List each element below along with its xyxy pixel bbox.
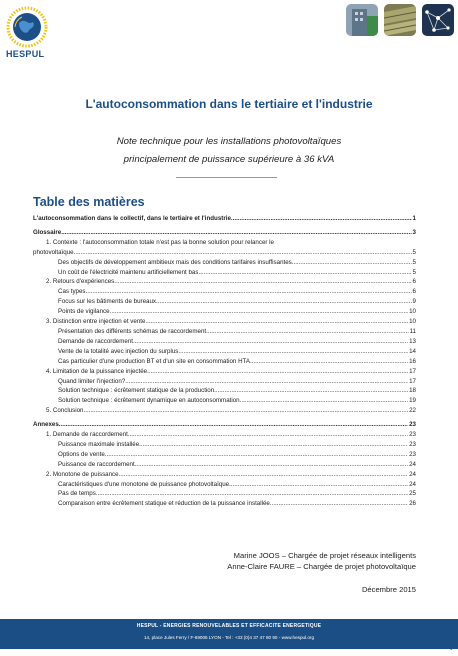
- toc-entry-text[interactable]: 1. Contexte : l'autoconsommation totale n'est pas la bonne solution pour relancer le: [46, 238, 275, 246]
- toc-leader-dots: [178, 347, 408, 357]
- toc-entry-title: 5. Conclusion: [46, 407, 84, 415]
- toc-leader-dots: [145, 317, 408, 327]
- toc-entry-title: Glossaire: [33, 228, 62, 236]
- toc-entry-page: 11: [409, 327, 416, 335]
- toc-leader-dots: [270, 499, 408, 509]
- toc-entry[interactable]: [33, 228, 416, 238]
- document-subtitle: [0, 133, 458, 169]
- toc-leader-dots: [206, 327, 408, 337]
- toc-entry[interactable]: [33, 499, 416, 509]
- toc-entry-page: 10: [409, 318, 416, 326]
- toc-entry-page: 5: [412, 268, 416, 276]
- toc-entry-page: 23: [409, 431, 416, 439]
- toc-leader-dots: [135, 460, 408, 470]
- footer-tagline: HESPUL - ENERGIES RENOUVELABLES ET EFFICACITE ENERGETIQUE: [136, 623, 322, 629]
- logo-wordmark: HESPUL: [6, 49, 45, 59]
- toc-leader-dots: [125, 377, 408, 387]
- toc-heading: Table des matières: [33, 195, 145, 209]
- toc-entry-title: Un coût de l'électricité maintenu artificiellement bas: [58, 268, 199, 276]
- toc-leader-dots: [250, 357, 408, 367]
- toc-leader-dots: [229, 480, 408, 490]
- building-photo-icon: [346, 4, 378, 36]
- toc-entry[interactable]: [33, 440, 416, 450]
- authors: [227, 550, 416, 572]
- toc-entry-title: Solution technique : écrêtement statique de la production: [58, 387, 215, 395]
- toc-entry[interactable]: [33, 470, 416, 480]
- footer-address: 14, place Jules Ferry / F-69006 LYON - Tel : +33 (0)4 37 47 80 90 - www.hespul.org: [143, 635, 314, 640]
- toc-entry-page: 5: [412, 248, 416, 256]
- toc-entry-page: 9: [412, 298, 416, 306]
- toc-entry-title: 2. Monotone de puissance: [46, 470, 119, 478]
- subtitle-line-1: Note technique pour les installations photovoltaïques: [116, 136, 342, 147]
- toc-leader-dots: [84, 406, 409, 416]
- toc-leader-dots: [240, 396, 408, 406]
- toc-entry-title: Puissance de raccordement: [58, 460, 135, 468]
- toc-entry[interactable]: [33, 460, 416, 470]
- toc-entry-title: Cas types: [58, 288, 86, 296]
- toc-leader-dots: [105, 450, 408, 460]
- document-title: L'autoconsommation dans le tertiaire et l'industrie: [85, 97, 373, 111]
- toc-entry[interactable]: [33, 430, 416, 440]
- toc-entry[interactable]: [33, 377, 416, 387]
- toc-entry-title: Pas de temps: [58, 490, 96, 498]
- toc-entry-page: 6: [412, 278, 416, 286]
- network-graphic-icon: [422, 4, 454, 36]
- title-separator: [176, 177, 277, 178]
- toc-leader-dots: [110, 307, 409, 317]
- toc-entry[interactable]: [33, 327, 416, 337]
- toc-entry[interactable]: [33, 367, 416, 377]
- toc-leader-dots: [292, 258, 412, 268]
- toc-entry-title: Présentation des différents schémas de raccordement: [58, 327, 207, 335]
- toc-entry-title: L'autoconsommation dans le collectif, dans le tertiaire et l'industrie: [33, 215, 231, 222]
- toc-entry-title: Caractéristiques d'une monotone de puissance photovoltaïque: [58, 480, 230, 488]
- toc-entry-page: 19: [409, 397, 416, 405]
- toc-entry-title: Annexes: [33, 421, 59, 429]
- toc-entry[interactable]: [33, 297, 416, 307]
- toc-leader-dots: [96, 489, 408, 499]
- toc-leader-dots: [156, 297, 412, 307]
- toc-entry-page: 24: [409, 480, 416, 488]
- toc-entry-page: 25: [409, 490, 416, 498]
- toc-entry-page: 23: [409, 440, 416, 448]
- toc-entry-title: Quand limiter l'injection?: [58, 377, 126, 385]
- toc-entry-title: Solution technique : écrêtement dynamique en autoconsommation: [58, 397, 240, 405]
- toc-leader-dots: [119, 470, 409, 480]
- toc-entry[interactable]: [33, 214, 416, 224]
- author-line: Marine JOOS – Chargée de projet réseaux intelligents: [233, 551, 416, 560]
- toc-entry-title: Demande de raccordement: [58, 337, 133, 345]
- toc-entry-page: 1: [412, 215, 416, 222]
- toc-entry-page: 23: [409, 450, 416, 458]
- toc-entry-page: 18: [409, 387, 416, 395]
- toc-leader-dots: [128, 430, 408, 440]
- toc-entry-title: photovoltaïque: [33, 248, 74, 256]
- page-number: -1-: [448, 646, 454, 651]
- toc-entry[interactable]: [33, 307, 416, 317]
- toc-entry[interactable]: [33, 480, 416, 490]
- toc-leader-dots: [147, 367, 408, 377]
- toc-entry-page: 10: [409, 308, 416, 316]
- toc-entry-page: 17: [409, 377, 416, 385]
- toc-entry-title: 3. Distinction entre injection et vente: [46, 318, 146, 326]
- toc-entry-title: Des objectifs de développement ambitieux mais des conditions tarifaires insuffisantes: [58, 258, 292, 266]
- subtitle-line-2: principalement de puissance supérieure à 36 kVA: [123, 154, 335, 165]
- toc-entry-title: Puissance maximale installée: [58, 440, 140, 448]
- toc-entry[interactable]: [33, 396, 416, 406]
- toc-entry[interactable]: [33, 489, 416, 499]
- toc-entry-page: 26: [409, 500, 416, 508]
- table-of-contents: [33, 214, 416, 509]
- toc-entry[interactable]: [33, 248, 416, 258]
- toc-entry-page: 23: [409, 421, 416, 429]
- toc-entry-page: 6: [412, 288, 416, 296]
- toc-entry[interactable]: [33, 386, 416, 396]
- toc-entry[interactable]: [33, 337, 416, 347]
- toc-entry[interactable]: [33, 347, 416, 357]
- toc-entry-page: 16: [409, 357, 416, 365]
- toc-leader-dots: [74, 248, 412, 258]
- toc-entry[interactable]: [33, 277, 416, 287]
- toc-entry[interactable]: [33, 317, 416, 327]
- toc-leader-dots: [61, 228, 411, 238]
- toc-leader-dots: [198, 268, 411, 278]
- toc-leader-dots: [139, 440, 408, 450]
- toc-entry-title: Points de vigilance: [58, 308, 110, 316]
- toc-entry-title: Cas particulier d'une production BT et d'un site en consommation HTA: [58, 357, 250, 365]
- header-thumbnails: [346, 4, 454, 36]
- toc-entry-page: 17: [409, 367, 416, 375]
- toc-leader-dots: [214, 386, 408, 396]
- toc-entry[interactable]: [33, 406, 416, 416]
- toc-entry[interactable]: [33, 268, 416, 278]
- toc-entry[interactable]: [33, 258, 416, 268]
- toc-entry-page: 22: [409, 407, 416, 415]
- toc-leader-dots: [114, 277, 411, 287]
- toc-entry-title: 4. Limitation de la puissance injectée: [46, 367, 148, 375]
- toc-entry-page: 3: [412, 228, 416, 236]
- toc-entry-title: 2. Retours d'expériences: [46, 278, 115, 286]
- toc-entry-title: Options de vente: [58, 450, 105, 458]
- toc-entry[interactable]: [33, 420, 416, 430]
- toc-leader-dots: [86, 287, 412, 297]
- toc-entry[interactable]: [33, 450, 416, 460]
- toc-entry-page: 24: [409, 470, 416, 478]
- toc-entry-page: 5: [412, 258, 416, 266]
- toc-entry[interactable]: [33, 357, 416, 367]
- toc-leader-dots: [59, 420, 408, 430]
- toc-entry-page: 13: [409, 337, 416, 345]
- solar-panels-photo-icon: [384, 4, 416, 36]
- toc-entry-page: 24: [409, 460, 416, 468]
- toc-leader-dots: [133, 337, 408, 347]
- hespul-logo-icon: [6, 6, 48, 48]
- document-date: Décembre 2015: [361, 585, 416, 594]
- toc-entry-title: Focus sur les bâtiments de bureaux: [58, 298, 157, 306]
- toc-leader-dots: [231, 214, 412, 224]
- author-line: Anne-Claire FAURE – Chargée de projet photovoltaïque: [227, 562, 416, 571]
- toc-entry-title: 1. Demande de raccordement: [46, 431, 128, 439]
- toc-entry-title: Vente de la totalité avec injection du surplus: [58, 347, 179, 355]
- toc-entry[interactable]: [33, 287, 416, 297]
- toc-entry-page: 14: [409, 347, 416, 355]
- toc-entry-title: Comparaison entre écrêtement statique et réduction de la puissance installée: [58, 500, 270, 508]
